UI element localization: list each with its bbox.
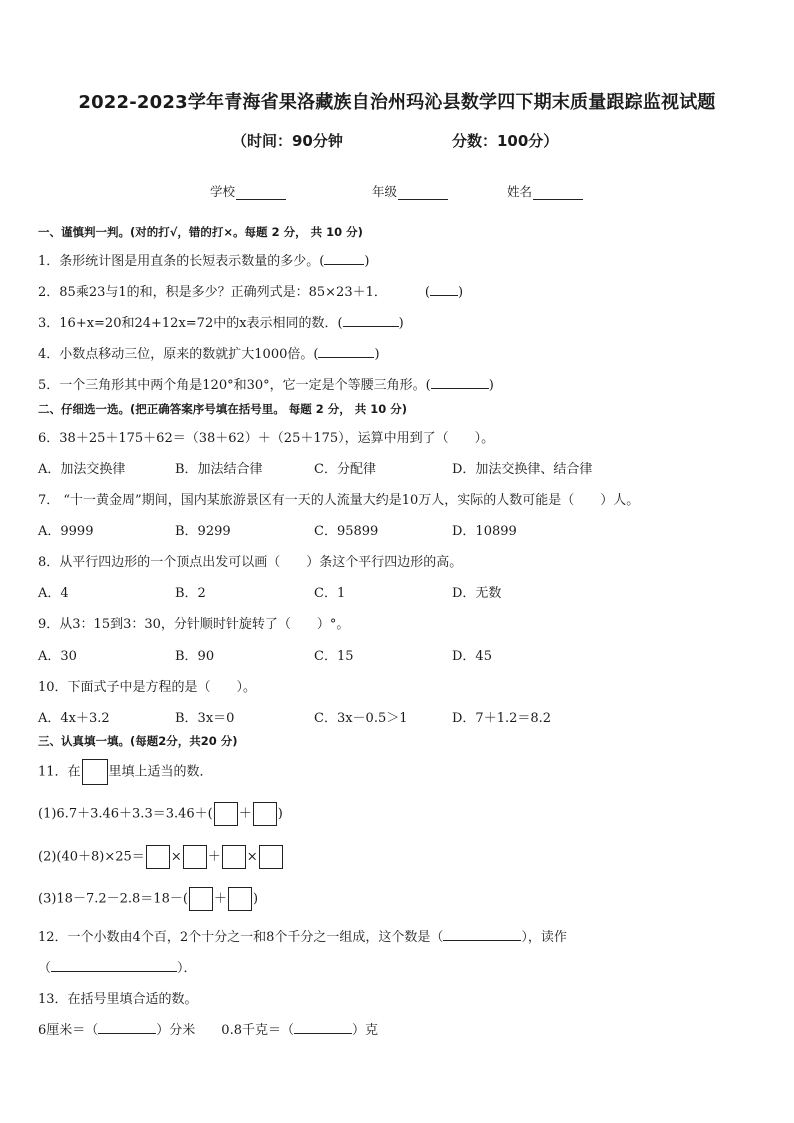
q2-text: 2．85乘23与1的和，积是多少？正确列式是：85×23＋1．	[38, 285, 387, 300]
question-13: 13．在括号里填合适的数。	[38, 992, 198, 1007]
q11-part1	[38, 802, 283, 826]
question-11	[38, 759, 213, 785]
q13-b-pre: 0.8千克＝（	[221, 1023, 294, 1038]
q9-option-b[interactable]: B．90	[175, 649, 215, 664]
q7-option-b[interactable]: B．9299	[175, 524, 231, 539]
q8-option-c[interactable]: C．1	[314, 586, 346, 601]
q11-p2-times-1: ×	[170, 849, 182, 865]
score-label: 分数：100分）	[452, 132, 559, 150]
q7-option-d[interactable]: D．10899	[452, 524, 517, 539]
q6-option-a[interactable]: A．加法交换律	[38, 462, 126, 477]
q5-answer-blank[interactable]	[431, 375, 489, 389]
q11-p3-box-2[interactable]	[228, 887, 252, 911]
q9-option-d[interactable]: D．45	[452, 649, 492, 664]
q11-p2-box-1[interactable]	[146, 845, 170, 869]
q13-b-blank[interactable]	[294, 1020, 352, 1034]
question-4	[38, 343, 380, 362]
q10-option-c[interactable]: C．3x－0.5＞1	[314, 711, 408, 726]
q1-close: )	[364, 254, 370, 269]
q11-p2-expr: (2)(40＋8)×25＝	[38, 849, 145, 865]
school-field[interactable]	[236, 185, 286, 200]
q13-a-post: ）分米	[156, 1023, 196, 1038]
question-8: 8．从平行四边形的一个顶点出发可以画（ ）条这个平行四边形的高。	[38, 555, 463, 570]
q12-reading-blank[interactable]	[51, 958, 177, 972]
q10-option-d[interactable]: D．7＋1.2＝8.2	[452, 711, 552, 726]
q7-option-a[interactable]: A．9999	[38, 524, 94, 539]
q11-p3-expr: (3)18－7.2－2.8＝18－(	[38, 891, 188, 907]
q11-p1-expr: (1)6.7＋3.46＋3.3＝3.46＋(	[38, 806, 213, 822]
q11-p2-plus: ＋	[207, 849, 221, 865]
q11-part3	[38, 887, 258, 911]
q4-close: )	[374, 347, 380, 362]
q10-option-b[interactable]: B．3x＝0	[175, 711, 235, 726]
q5-text: 5．一个三角形其中两个角是120°和30°，它一定是个等腰三角形。(	[38, 378, 431, 393]
q4-answer-blank[interactable]	[318, 344, 374, 358]
q11-p2-box-2[interactable]	[183, 845, 207, 869]
q4-text: 4．小数点移动三位，原来的数就扩大1000倍。(	[38, 347, 319, 362]
q3-close: )	[398, 316, 404, 331]
q11-p1-plus: ＋	[238, 806, 252, 822]
question-1	[38, 250, 369, 269]
question-12-line2	[38, 957, 197, 976]
question-5	[38, 374, 494, 393]
q8-option-a[interactable]: A．4	[38, 586, 69, 601]
q1-answer-blank[interactable]	[324, 251, 364, 265]
q13-a-pre: 6厘米＝（	[38, 1023, 99, 1038]
q2-close: )	[457, 285, 464, 300]
q11-p1-box-2[interactable]	[253, 802, 277, 826]
q6-option-b[interactable]: B．加法结合律	[175, 462, 263, 477]
q8-option-b[interactable]: B．2	[175, 586, 206, 601]
q6-option-c[interactable]: C．分配律	[314, 462, 376, 477]
grade-field[interactable]	[398, 185, 448, 200]
grade-label: 年级	[372, 184, 398, 199]
q3-answer-blank[interactable]	[343, 313, 399, 327]
page-title: 2022-2023学年青海省果洛藏族自治州玛沁县数学四下期末质量跟踪监视试题	[78, 92, 716, 113]
question-3	[38, 312, 404, 331]
name-label: 姓名	[507, 184, 533, 199]
q9-option-a[interactable]: A．30	[38, 649, 77, 664]
q12-read-as: ），读作	[521, 930, 567, 945]
q11-p3-plus: ＋	[213, 891, 227, 907]
q11-p3-close: )	[252, 891, 259, 907]
q13-a-blank[interactable]	[98, 1020, 156, 1034]
q2-answer-blank[interactable]	[430, 282, 458, 296]
question-12	[38, 926, 567, 945]
q3-text: 3．16+x=20和24+12x=72中的x表示相同的数．(	[38, 316, 343, 331]
q7-option-c[interactable]: C．95899	[314, 524, 379, 539]
q12-close: ）．	[177, 961, 197, 976]
question-2	[38, 281, 463, 300]
q11-sample-box	[82, 759, 108, 785]
section1-heading: 一、谨慎判一判。(对的打√，错的打×。每题 2 分， 共 10 分)	[38, 225, 363, 239]
q10-option-a[interactable]: A．4x＋3.2	[38, 711, 110, 726]
q12-number-blank[interactable]	[443, 927, 521, 941]
q11-p2-box-4[interactable]	[259, 845, 283, 869]
question-10: 10．下面式子中是方程的是（ ）。	[38, 680, 257, 695]
question-6: 6．38＋25＋175＋62＝（38＋62）＋（25＋175），运算中用到了（ ）。	[38, 431, 495, 446]
section3-heading: 三、认真填一填。(每题2分，共20 分)	[38, 734, 238, 748]
q5-close: )	[488, 378, 494, 393]
q11-p2-box-3[interactable]	[222, 845, 246, 869]
q12-open: （	[38, 961, 52, 976]
time-label: （时间：90分钟	[232, 132, 343, 150]
q11-text-pre: 11．在	[38, 764, 81, 780]
q6-option-d[interactable]: D．加法交换律、结合律	[452, 462, 593, 477]
q2-open: (	[424, 285, 430, 300]
q11-p2-times-2: ×	[246, 849, 258, 865]
question-7: 7． “十一黄金周”期间，国内某旅游景区有一天的人流量大约是10万人，实际的人数可能是（ ）人。	[38, 493, 640, 508]
q11-part2	[38, 845, 284, 869]
q11-p3-box-1[interactable]	[189, 887, 213, 911]
q11-p1-box-1[interactable]	[214, 802, 238, 826]
question-9: 9．从3：15到3：30，分针顺时针旋转了（ ）°。	[38, 617, 350, 632]
q8-option-d[interactable]: D．无数	[452, 586, 502, 601]
q12-text: 12．一个小数由4个百，2个十分之一和8个千分之一组成，这个数是（	[38, 930, 444, 945]
q11-text-post: 里填上适当的数．	[108, 764, 213, 780]
q13-items	[38, 1019, 378, 1038]
q13-b-post: ）克	[351, 1023, 378, 1038]
school-label: 学校	[210, 184, 236, 199]
q9-option-c[interactable]: C．15	[314, 649, 354, 664]
name-field[interactable]	[533, 185, 583, 200]
q11-p1-close: )	[277, 806, 283, 822]
section2-heading: 二、仔细选一选。(把正确答案序号填在括号里。 每题 2 分， 共 10 分)	[38, 402, 408, 416]
q1-text: 1．条形统计图是用直条的长短表示数量的多少。(	[38, 254, 325, 269]
